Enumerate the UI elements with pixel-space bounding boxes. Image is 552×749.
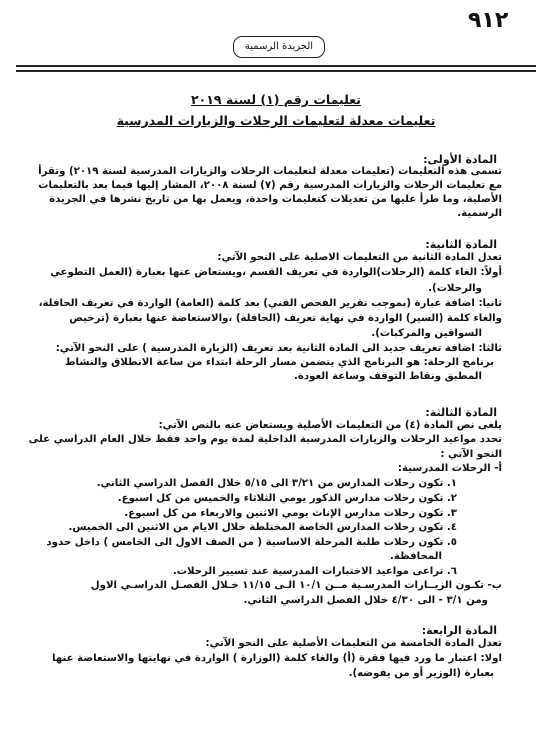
article2-line: والرحلات). [428, 283, 482, 294]
article3-heading: المادة الثالثة: [425, 406, 497, 419]
article3-line: المحافظة. [390, 551, 442, 562]
article2-heading: المادة الثانية: [425, 238, 497, 251]
article3-line: ومن ٣/١ - الى ٤/٣٠ خلال الفصل الدراسي الثاني. [243, 595, 488, 606]
article4-line: تعدل المادة الخامسة من التعليمات الأصلية على النحو الآتي: [205, 638, 502, 649]
article1-heading: المادة الأولى: [423, 153, 497, 166]
header-rule-bottom [16, 70, 536, 72]
article3-line: ٥. تكون رحلات طلبة المرحلة الاساسية ( من الصف الاول الى الخامس ) داخل حدود [46, 537, 457, 548]
article1-line: الرسمية. [457, 208, 502, 219]
page-number: ٩١٢ [468, 8, 509, 33]
article1-line: تسمى هذه التعليمات (تعليمات معدلة لتعليمات الرحلات والزيارات المدرسية لسنة ٢٠١٩) وتقرأ [38, 166, 502, 177]
article2-line: ثالثا: اضافة تعريف جديد الى المادة الثانية بعد تعريف (الزيارة المدرسية ) على النحو الآتي: [55, 343, 502, 354]
article2-line: ثانيا: اضافة عبارة (بموجب تقرير الفحص الفني) بعد كلمة (العامة) الواردة في تعريف الحافلة، [38, 298, 502, 309]
document-subtitle: تعليمات معدلة لتعليمات الرحلات والزيارات المدرسية [116, 113, 436, 128]
article3-line: ٤. تكون رحلات المدارس الخاصة المختلطة خلال الايام من الاثنين الى الخميس. [68, 522, 457, 533]
article2-line: المطبق ونقاط التوقف وساعة العودة. [293, 371, 482, 382]
article2-line: والغاء كلمة (السير) الواردة في نهاية تعريف (الحافلة) ،والاستعاضة عنها بعبارة (ترخيص [69, 313, 502, 324]
article3-line: تحدد مواعيد الرحلات والزيارات المدرسية الداخلية لمدة يوم واحد فقط خلال العام الدراسي على [28, 434, 502, 445]
article3-line: ١. تكون رحلات المدارس من ٣/٢١ الى ٥/١٥ خلال الفصل الدراسي الثاني. [96, 478, 457, 489]
article3-line: يلغى نص المادة (٤) من التعليمات الأصلية ويستعاض عنه بالنص الآتي: [158, 420, 502, 431]
document-title: تعليمات رقم (١) لسنة ٢٠١٩ [191, 92, 361, 107]
article2-line: السواقين والمركبات). [371, 328, 482, 339]
article4-line: اولا: اعتبار ما ورد فيها فقرة (أ) والغاء كلمة (الوزارة ) الواردة في نهايتها والاستعاضة عنها [51, 653, 502, 664]
article3-line: ٣. تكون رحلات مدارس الإناث يومي الاثنين والاربعاء من كل اسبوع. [124, 508, 457, 519]
article3-line: ب- تكـون الزيــارات المدرسـية مــن ١٠/١ الـى ١١/١٥ خـلال الفصـل الدراسـي الاول [90, 580, 502, 591]
article3-line: ٦. تراعى مواعيد الاختبارات المدرسية عند تسيير الرحلات. [172, 566, 457, 577]
article2-line: تعدل المادة الثانية من التعليمات الاصلية على النحو الآتي: [217, 252, 502, 263]
article4-heading: المادة الرابعة: [421, 624, 497, 637]
gazette-label: الجريدة الرسمية [233, 36, 325, 58]
article2-line: برنامج الرحلة: هو البرنامج الذي يتضمن مسار الرحلة ابتداء من ساعة الانطلاق والنشاط [64, 357, 494, 368]
article1-line: مع تعليمات الرحلات والزيارات المدرسية رقم (٧) لسنة ٢٠٠٨، المشار إليها فيما بعد بالتعليمات [38, 180, 502, 191]
article2-line: أولاً: الغاء كلمة (الرحلات)الواردة في تعريف القسم ،ويستعاض عنها بعبارة (العمل التطوعي [50, 267, 502, 278]
article1-line: الأصلية، وما طرأ عليها من تعديلات كتعليمات واحدة، ويعمل بها من تاريخ نشرها في الجريدة [49, 194, 502, 205]
header-rule-top [16, 65, 536, 67]
article3-line: أ- الرحلات المدرسية: [397, 463, 502, 474]
article3-line: ٢. تكون رحلات مدارس الذكور يومي الثلاثاء والخميس من كل اسبوع. [117, 493, 457, 504]
article4-line: بعبارة (الوزير أو من يفوضه). [348, 668, 494, 679]
article3-line: النحو الآتي : [440, 449, 502, 460]
